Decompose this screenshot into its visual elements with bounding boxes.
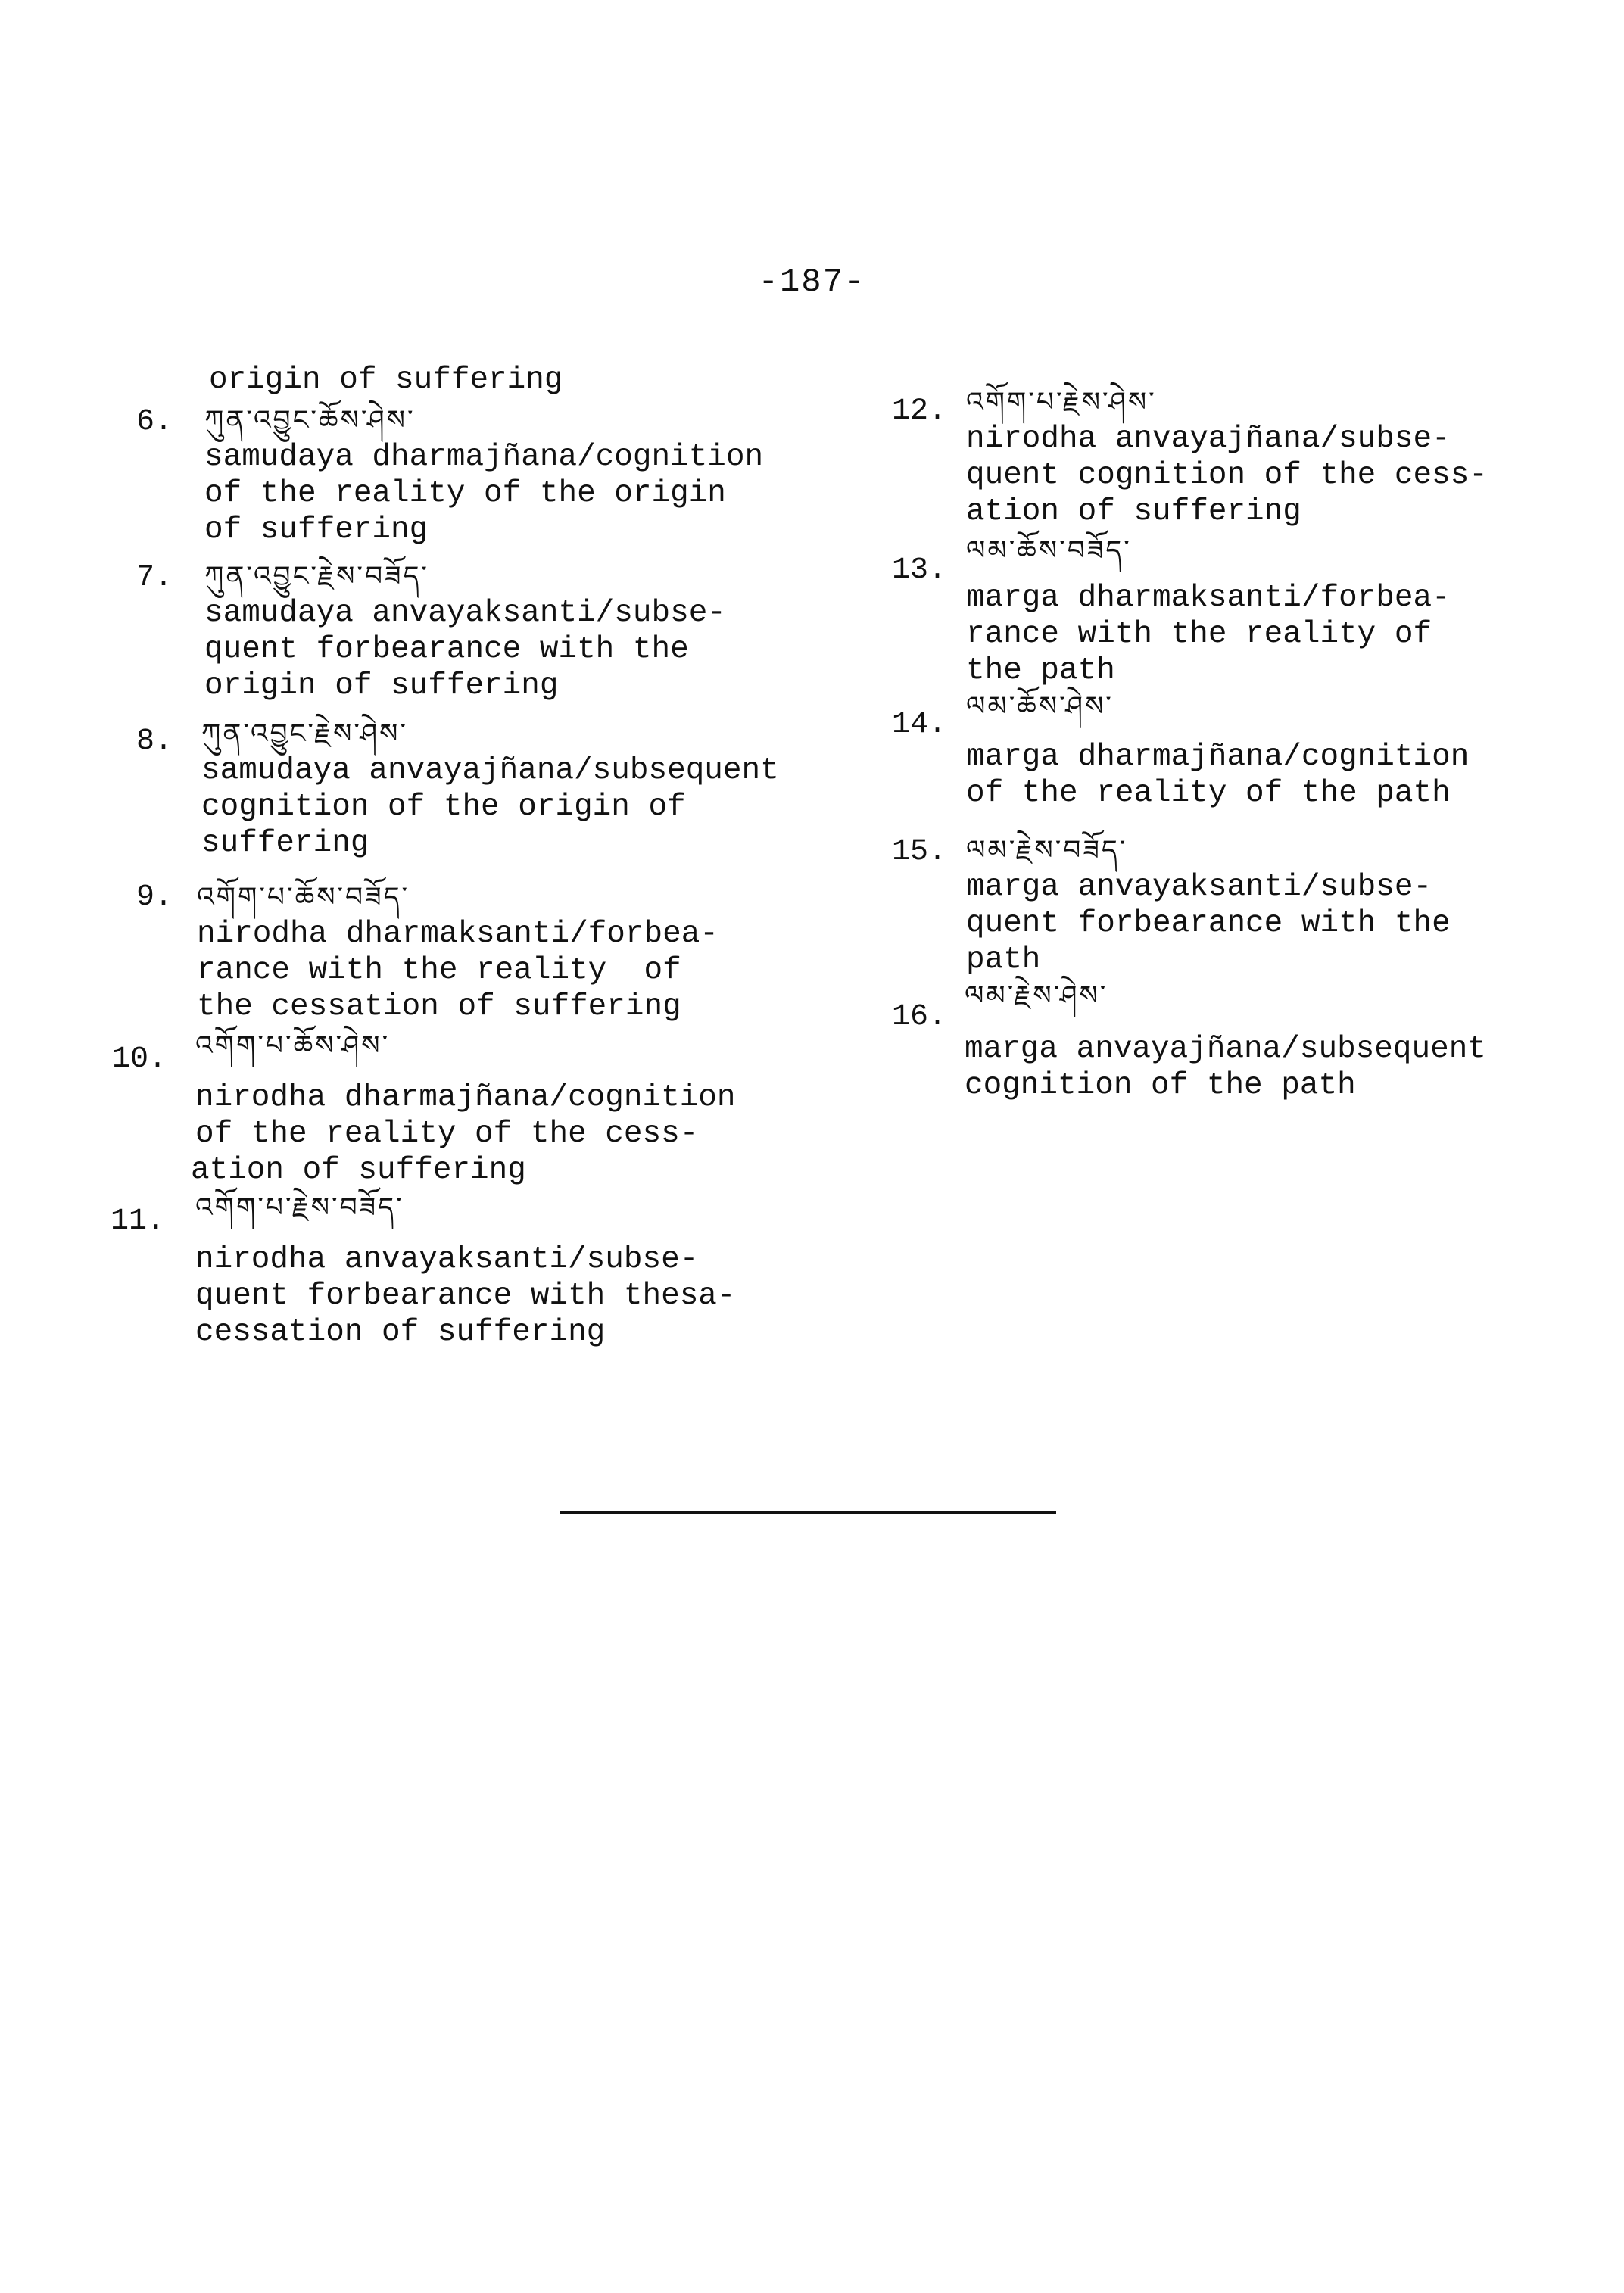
entry-line: quent forbearance with the xyxy=(204,632,689,667)
entry-line: path xyxy=(966,942,1041,977)
tibetan-term: ཀུན་འབྱུང་རྗེས་ཤེས་ xyxy=(201,718,409,749)
continuation-line: origin of suffering xyxy=(209,363,563,397)
entry-line: quent cognition of the cess- xyxy=(966,458,1488,493)
entry-line: ation of suffering xyxy=(191,1153,526,1188)
entry-line: of the reality of the origin xyxy=(204,476,726,511)
glossary-entry-13 xyxy=(892,533,1617,689)
entry-line: the cessation of suffering xyxy=(197,989,681,1024)
entry-number: 13. xyxy=(892,553,947,587)
entry-line: of the reality of the path xyxy=(966,776,1451,811)
entry-line: rance with the reality of xyxy=(197,953,681,988)
entry-number: 6. xyxy=(136,405,173,439)
entry-line: marga dharmajñana/cognition xyxy=(966,740,1470,774)
left-column xyxy=(111,362,833,1351)
entry-line: suffering xyxy=(201,826,369,861)
entry-line: rance with the reality of xyxy=(966,617,1432,652)
entry-line: samudaya anvayajñana/subsequent xyxy=(201,753,779,788)
glossary-entry-8 xyxy=(136,716,898,861)
entry-line: samudaya anvayaksanti/subse- xyxy=(204,596,726,631)
entry-line: cognition of the origin of xyxy=(201,790,686,824)
entry-number: 9. xyxy=(136,880,173,914)
entry-line: marga dharmaksanti/forbea- xyxy=(966,581,1451,615)
tibetan-term: འགོག་པ་རྗེས་ཤེས་ xyxy=(966,387,1157,418)
entry-line: cognition of the path xyxy=(965,1068,1356,1103)
entry-line: ation of suffering xyxy=(966,494,1301,529)
entry-line: marga anvayaksanti/subse- xyxy=(966,870,1432,905)
entry-line: cessation of suffering xyxy=(195,1315,606,1350)
page-number: -187- xyxy=(758,263,866,301)
entry-line: nirodha dharmaksanti/forbea- xyxy=(197,917,718,952)
tibetan-term: འགོག་པ་ཆོས་བཟོད་ xyxy=(197,882,410,913)
entry-number: 14. xyxy=(892,708,947,742)
entry-line: quent forbearance with the xyxy=(966,906,1451,941)
entry-line: origin of suffering xyxy=(204,668,559,703)
entry-line: quent forbearance with thesa- xyxy=(195,1279,736,1313)
entry-number: 7. xyxy=(136,561,173,595)
tibetan-term: ལམ་རྗེས་ཤེས་ xyxy=(965,980,1108,1011)
entry-line: nirodha dharmajñana/cognition xyxy=(195,1080,736,1115)
entry-line: nirodha anvayajñana/subse- xyxy=(966,422,1451,456)
tibetan-term: ལམ་ཆོས་བཟོད་ xyxy=(966,535,1132,566)
entry-line: samudaya dharmajñana/cognition xyxy=(204,440,764,475)
tibetan-term: འགོག་པ་རྗེས་བཟོད་ xyxy=(195,1192,404,1223)
glossary-entry-10 xyxy=(112,1028,892,1189)
glossary-entry-15 xyxy=(892,833,1617,978)
entry-line: marga anvayajñana/subsequent xyxy=(965,1032,1486,1067)
tibetan-term: ཀུན་འབྱུང་རྗེས་བཟོད་ xyxy=(204,561,429,592)
entry-number: 10. xyxy=(112,1042,167,1076)
glossary-entry-9 xyxy=(136,880,893,1025)
entry-line: of the reality of the cess- xyxy=(195,1117,699,1151)
tibetan-term: འགོག་པ་ཆོས་ཤེས་ xyxy=(195,1030,391,1061)
entry-number: 12. xyxy=(892,394,947,428)
glossary-entry-16 xyxy=(892,978,1616,1104)
entry-line: the path xyxy=(966,653,1115,688)
glossary-entry-12 xyxy=(892,385,1617,530)
glossary-entry-7 xyxy=(136,559,901,704)
tibetan-term: ལམ་རྗེས་བཟོད་ xyxy=(966,835,1128,866)
tibetan-term: ལམ་ཆོས་ཤེས་ xyxy=(966,691,1114,722)
glossary-entry-6 xyxy=(136,403,901,548)
entry-line: nirodha anvayaksanti/subse- xyxy=(195,1242,699,1277)
glossary-entry-14 xyxy=(892,689,1617,812)
entry-number: 8. xyxy=(136,724,173,759)
entry-number: 15. xyxy=(892,835,947,869)
tibetan-term: ཀུན་འབྱུང་ཆོས་ཤེས་ xyxy=(204,405,416,436)
glossary-entry-11 xyxy=(111,1190,892,1351)
entry-number: 16. xyxy=(892,1000,947,1034)
entry-number: 11. xyxy=(111,1204,166,1238)
section-divider-rule xyxy=(560,1511,1056,1514)
entry-line: of suffering xyxy=(204,512,429,547)
right-column xyxy=(892,385,1543,1104)
